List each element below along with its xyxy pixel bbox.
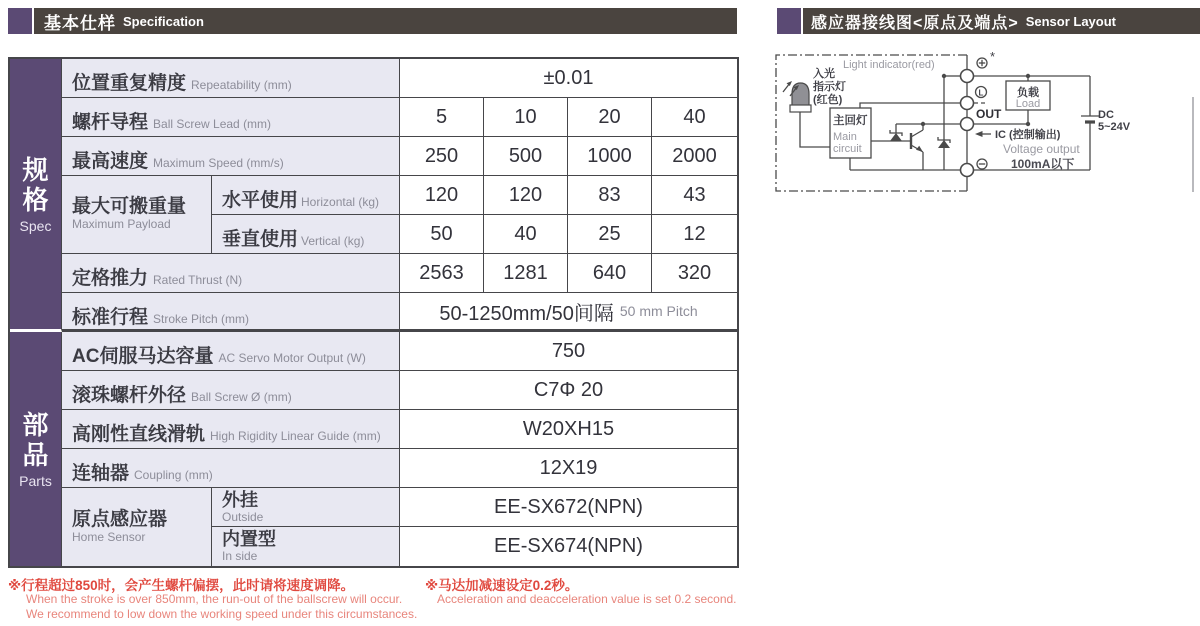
led-label-zh-3: (红色): [813, 94, 843, 106]
cell-linear-guide-value: W20XH15: [400, 410, 737, 449]
cell-speed-1: 250: [400, 137, 484, 176]
row-ball-screw-lead-label: 螺杆导程 Ball Screw Lead (mm): [62, 98, 400, 137]
voltage-output-label: Voltage output: [1003, 142, 1080, 156]
purple-accent-square: [8, 8, 34, 34]
row-ball-screw-dia-label: 滚珠螺杆外径 Ball Screw Ø (mm): [62, 371, 400, 410]
row-stroke-pitch-label: 标准行程 Stroke Pitch (mm): [62, 293, 400, 332]
sensor-header-title-en: Sensor Layout: [1025, 13, 1116, 29]
cell-payload-v-2: 40: [484, 215, 568, 254]
cell-payload-v-4: 12: [652, 215, 737, 254]
spec-header-title-zh: 基本仕样: [44, 13, 116, 33]
spec-table: [8, 57, 739, 568]
plus-symbol-icon: [977, 58, 987, 68]
cell-servo-output-value: 750: [400, 332, 737, 371]
cell-ball-screw-dia-value: C7Φ 20: [400, 371, 737, 410]
row-home-sensor-outside-label: 外挂 Outside: [212, 488, 400, 527]
main-circuit-label-zh: 主回灯: [833, 115, 868, 127]
sensor-header-bar: [777, 8, 1200, 34]
led-indicator-icon: [783, 81, 811, 112]
row-payload-vertical-label: 垂直使用 Vertical (kg): [212, 215, 400, 254]
cell-payload-h-4: 43: [652, 176, 737, 215]
cell-home-sensor-outside-value: EE-SX672(NPN): [400, 488, 737, 527]
terminal-l-circle: [961, 97, 974, 110]
dc-label-1: DC: [1098, 109, 1114, 121]
terminal-out-circle: [961, 118, 974, 131]
purple-accent-square: [777, 8, 803, 34]
spec-header-title-en: Specification: [123, 13, 204, 29]
section-header-parts: 部 品 Parts: [10, 332, 62, 566]
terminal-minus-circle: [961, 164, 974, 177]
cell-payload-h-3: 83: [568, 176, 652, 215]
row-home-sensor-label: 原点感应器 Home Sensor: [62, 488, 212, 566]
footnote-accel-en: Acceleration and deacceleration value is set 0.2 second.: [437, 592, 737, 606]
cell-thrust-4: 320: [652, 254, 737, 293]
sensor-wiring-diagram: [773, 50, 1197, 195]
footnote-stroke-en2: We recommend to low down the working speed under this circumstances.: [26, 607, 418, 621]
row-rated-thrust-label: 定格推力 Rated Thrust (N): [62, 254, 400, 293]
minus-symbol-icon: [977, 159, 987, 169]
footnote-stroke-zh: ※行程超过850时，会产生螺杆偏摆，此时请将速度调降。: [8, 578, 355, 593]
spec-header-bar: [8, 8, 737, 34]
led-label-zh-2: 指示灯: [813, 81, 846, 93]
cell-speed-4: 2000: [652, 137, 737, 176]
sensor-header-title-zh: 感应器接线图<原点及端点>: [811, 14, 1019, 32]
cell-payload-v-1: 50: [400, 215, 484, 254]
cell-repeatability-value: ±0.01: [400, 59, 737, 98]
terminal-star: *: [990, 50, 996, 64]
cell-lead-4: 40: [652, 98, 737, 137]
cell-lead-2: 10: [484, 98, 568, 137]
cell-payload-v-3: 25: [568, 215, 652, 254]
transistor-icon: [911, 124, 923, 170]
ic-label: IC (控制输出): [995, 129, 1061, 141]
led-label-zh-1: 入光: [813, 68, 835, 80]
battery-icon: [1081, 116, 1099, 122]
load-label-en: Load: [1015, 98, 1041, 110]
main-circuit-label-en1: Main: [833, 131, 857, 143]
footnote-stroke-en1: When the stroke is over 850mm, the run-out of the ballscrew will occur.: [26, 592, 403, 606]
light-indicator-label: Light indicator(red): [843, 59, 935, 71]
row-coupling-label: 连轴器 Coupling (mm): [62, 449, 400, 488]
cell-payload-h-2: 120: [484, 176, 568, 215]
row-servo-output-label: AC伺服马达容量 AC Servo Motor Output (W): [62, 332, 400, 371]
dc-label-2: 5~24V: [1098, 121, 1131, 133]
terminal-l-label: L: [978, 88, 984, 98]
row-repeatability-label: 位置重复精度 Repeatability (mm): [62, 59, 400, 98]
terminal-plus-circle: [961, 70, 974, 83]
cell-thrust-2: 1281: [484, 254, 568, 293]
row-max-payload-label: 最大可搬重量 Maximum Payload: [62, 176, 212, 254]
row-max-speed-label: 最高速度 Maximum Speed (mm/s): [62, 137, 400, 176]
row-home-sensor-inside-label: 内置型 In side: [212, 527, 400, 566]
terminal-out-label: OUT: [976, 107, 1002, 121]
ic-arrow-icon: [975, 131, 991, 137]
cell-home-sensor-inside-value: EE-SX674(NPN): [400, 527, 737, 566]
cell-lead-1: 5: [400, 98, 484, 137]
current-limit-label: 100mA以下: [1011, 157, 1075, 171]
page-edge-line: [1192, 97, 1194, 192]
row-payload-horizontal-label: 水平使用 Horizontal (kg): [212, 176, 400, 215]
footnote-accel-zh: ※马达加减速设定0.2秒。: [425, 578, 579, 593]
section-header-spec: 规 格 Spec: [10, 59, 62, 332]
cell-thrust-3: 640: [568, 254, 652, 293]
main-circuit-label-en2: circuit: [833, 143, 862, 155]
cell-stroke-pitch-value: 50-1250mm/50间隔 50 mm Pitch: [400, 293, 737, 332]
cell-speed-3: 1000: [568, 137, 652, 176]
cell-thrust-1: 2563: [400, 254, 484, 293]
load-label-zh: 负载: [1017, 87, 1039, 99]
cell-payload-h-1: 120: [400, 176, 484, 215]
cell-speed-2: 500: [484, 137, 568, 176]
row-linear-guide-label: 高刚性直线滑轨 High Rigidity Linear Guide (mm): [62, 410, 400, 449]
cell-lead-3: 20: [568, 98, 652, 137]
cell-coupling-value: 12X19: [400, 449, 737, 488]
